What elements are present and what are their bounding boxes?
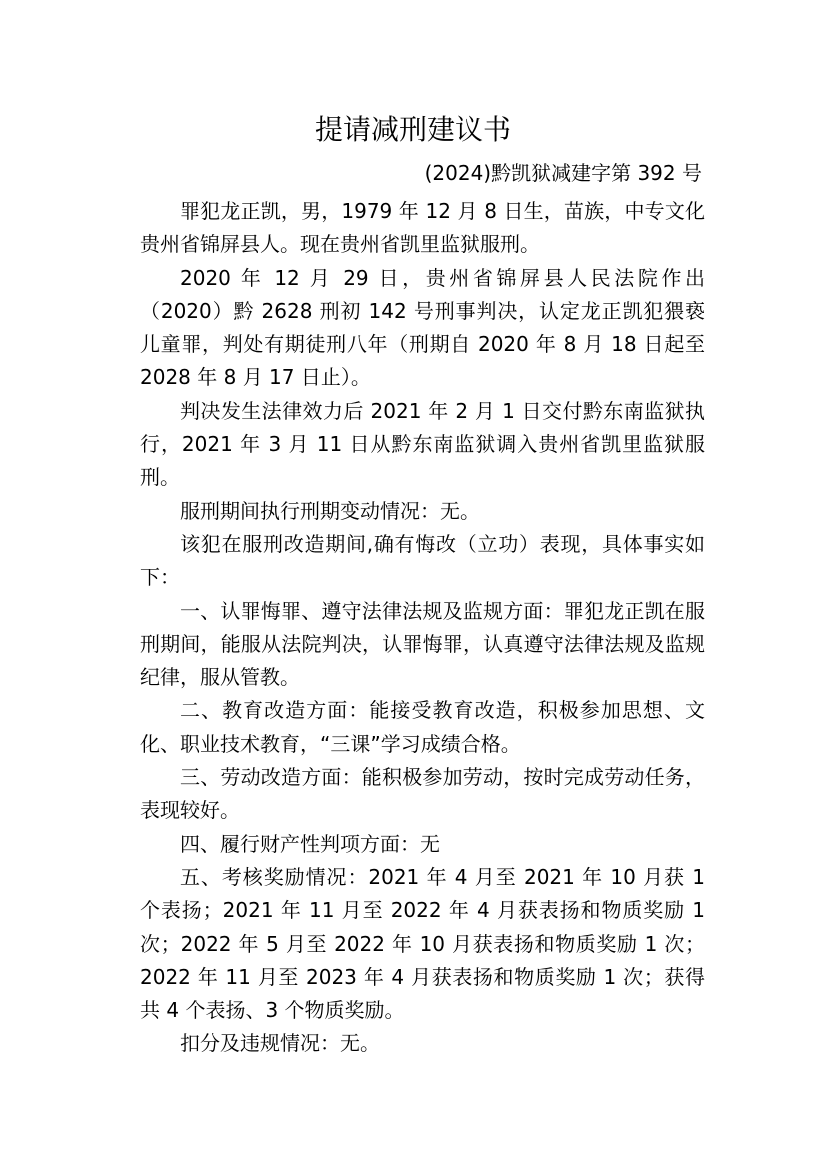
paragraph-rewards: 五、考核奖励情况：2021 年 4 月至 2021 年 10 月获 1 个表扬；2021 年 11 月至 2022 年 4 月获表扬和物质奖励 1 次；2022 年 5 月至 2022 年 10 月获表扬和物质奖励 1 次；2022 年 11 月至 2023 年 4 月获表扬和物质奖励 1 次；获得共 4 个表扬、3 个物质奖励。 <box>140 864 705 1023</box>
paragraph-labor: 三、劳动改造方面：能积极参加劳动，按时完成劳动任务，表现较好。 <box>140 765 705 823</box>
document-title: 提请减刑建议书 <box>314 113 511 146</box>
paragraph-criminal-info: 罪犯龙正凯，男，1979 年 12 月 8 日生，苗族，中专文化贵州省锦屏县人。现在贵州省凯里监狱服刑。 <box>140 199 705 257</box>
paragraph-education: 二、教育改造方面：能接受教育改造，积极参加思想、文化、职业技术教育，“三课”学习成绩合格。 <box>140 698 705 756</box>
paragraph-property-judgment: 四、履行财产性判项方面：无 <box>180 831 440 856</box>
paragraph-violations: 扣分及违规情况：无。 <box>180 1031 380 1056</box>
paragraph-execution: 判决发生法律效力后 2021 年 2 月 1 日交付黔东南监狱执行，2021 年 3 月 11 日从黔东南监狱调入贵州省凯里监狱服刑。 <box>140 398 705 490</box>
paragraph-facts-intro: 该犯在服刑改造期间,确有悔改（立功）表现，具体事实如下： <box>140 531 705 590</box>
document-body <box>140 195 705 1061</box>
paragraph-judgment: 2020 年 12 月 29 日，贵州省锦屏县人民法院作出（2020）黔 2628 刑初 142 号刑事判决，认定龙正凯犯猥亵儿童罪，判处有期徒刑八年（刑期自 2020 年 8 月 18 日起至 2028 年 8 月 17 日止）。 <box>140 265 705 390</box>
paragraph-law-compliance: 一、认罪悔罪、遵守法律法规及监规方面：罪犯龙正凯在服刑期间，能服从法院判决，认罪悔罪，认真遵守法律法规及监规纪律，服从管教。 <box>140 598 705 690</box>
paragraph-sentence-change: 服刑期间执行刑期变动情况：无。 <box>180 498 480 523</box>
document-number: (2024)黔凯狱减建字第 392 号 <box>424 161 702 185</box>
